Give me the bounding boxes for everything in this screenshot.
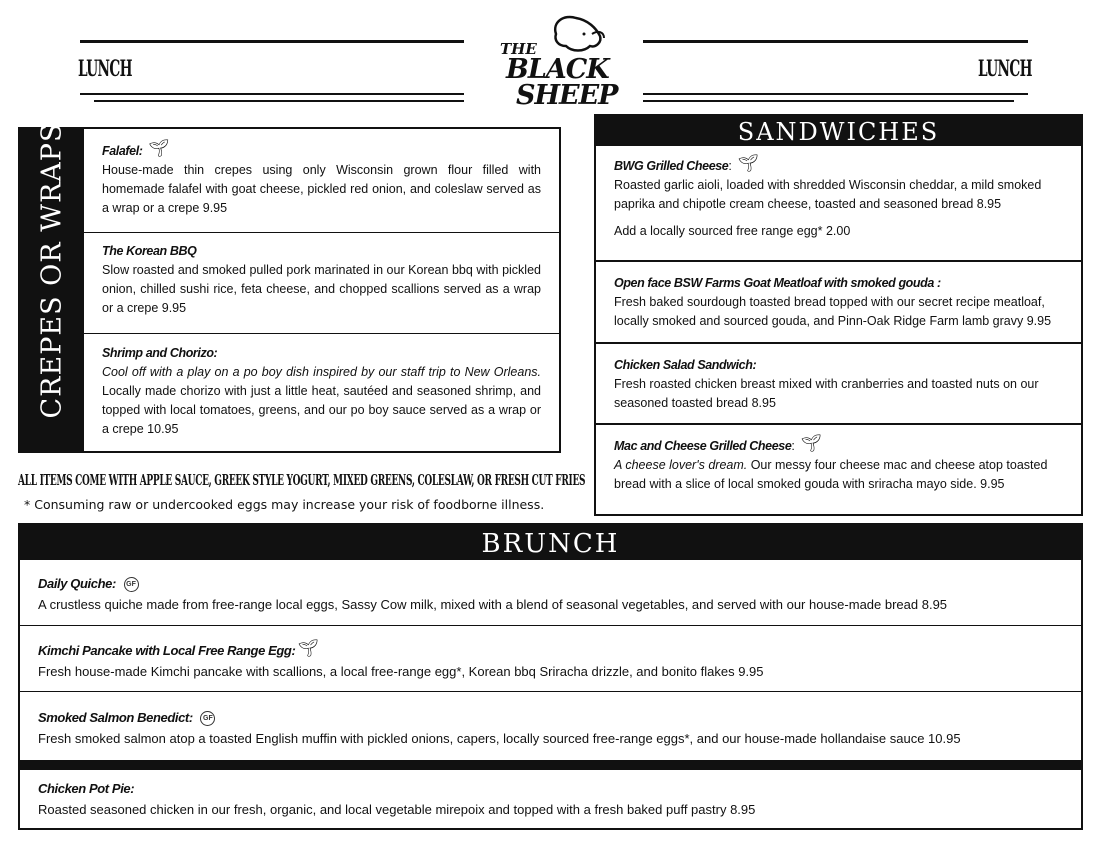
header-rule-left-mid (80, 93, 464, 95)
vegetarian-leaf-icon: 🌱︎ (800, 434, 822, 453)
crepe-item-name: Falafel: (102, 144, 143, 158)
sandwich-item-description: Roasted garlic aioli, loaded with shredded Wisconsin cheddar, a mild smoked paprika and chipotle cream cheese, toasted and seasoned bread 8.95 (614, 178, 1042, 211)
sandwich-item-bwg-grilled-cheese (614, 154, 1064, 241)
sides-note: ALL ITEMS COME WITH APPLE SAUCE, GREEK STYLE YOGURT, MIXED GREENS, COLESLAW, OR FRESH CUT FRIES (18, 471, 586, 489)
brunch-item-smoked-salmon-benedict (38, 707, 1058, 749)
brunch-item-daily-quiche (38, 573, 1058, 615)
sandwich-item-name: Chicken Salad Sandwich: (614, 358, 757, 372)
black-sheep-logo (492, 12, 618, 120)
sandwiches-title: SANDWICHES (596, 116, 1081, 146)
sandwich-item-name: Open face BSW Farms Goat Meatloaf with smoked gouda : (614, 276, 941, 290)
brunch-title: BRUNCH (20, 525, 1081, 560)
header-rule-right-mid (643, 93, 1028, 95)
logo-the: THE (500, 40, 537, 58)
sandwich-divider (596, 342, 1081, 344)
header-rule-right-top (643, 40, 1028, 43)
brunch-item-name: Smoked Salmon Benedict: (38, 710, 193, 725)
sandwich-item-italic-note: A cheese lover's dream. (614, 458, 748, 472)
brunch-item-chicken-pot-pie (38, 778, 1058, 820)
sandwich-divider (596, 423, 1081, 425)
vegetarian-leaf-icon: 🌱︎ (737, 154, 759, 173)
sandwich-item-suffix: : (791, 439, 795, 453)
sandwich-item-name: BWG Grilled Cheese (614, 159, 729, 173)
header-lunch-left: LUNCH (78, 56, 132, 82)
crepe-item-description (102, 363, 541, 439)
logo-sheep: SHEEP (516, 80, 618, 111)
brunch-item-description: Roasted seasoned chicken in our fresh, organic, and local vegetable mirepoix and topped with a fresh baked puff pastry 8.95 (38, 802, 756, 817)
brunch-divider (20, 625, 1081, 626)
sandwich-item-mac-and-cheese (614, 434, 1064, 494)
crepe-item-italic-note: Cool off with a play on a po boy dish inspired by our staff trip to New Orleans. (102, 365, 541, 379)
gluten-free-icon: GF (124, 577, 139, 592)
sandwich-item-description: Fresh baked sourdough toasted bread topped with our secret recipe meatloaf, locally smoked and sourced gouda, and Pinn-Oak Ridge Farm lamb gravy 9.95 (614, 295, 1052, 328)
vegetarian-leaf-icon: 🌱︎ (148, 139, 170, 158)
crepes-title: CREPES OR WRAPS (36, 122, 68, 419)
brunch-item-name: Chicken Pot Pie: (38, 781, 135, 796)
brunch-divider-thick (20, 760, 1081, 770)
crepe-item-name: The Korean BBQ (102, 244, 197, 258)
brunch-item-kimchi-pancake (38, 638, 1058, 682)
header-rule-right-bottom (643, 100, 1014, 102)
crepe-item-description-text: Locally made chorizo with just a little heat, sautéed and seasoned shrimp, and topped with local tomatoes, greens, and our po boy sauce served as a wrap or a crepe 10.95 (102, 384, 541, 436)
crepe-divider (84, 232, 559, 233)
crepe-item-description: House-made thin crepes using only Wisconsin grown flour filled with homemade falafel with goat cheese, pickled red onion, and coleslaw served as a wrap or a crepe 9.95 (102, 163, 541, 215)
sandwich-item-extra: Add a locally sourced free range egg* 2.00 (614, 224, 851, 238)
sandwiches-section (594, 114, 1083, 516)
crepe-item-name: Shrimp and Chorizo: (102, 346, 218, 360)
raw-egg-warning: * Consuming raw or undercooked eggs may increase your risk of foodborne illness. (24, 497, 545, 512)
vegetarian-leaf-icon: 🌱︎ (297, 639, 319, 658)
brunch-section (18, 523, 1083, 830)
crepe-item-description: Slow roasted and smoked pulled pork marinated in our Korean bbq with pickled onion, chilled sushi rice, feta cheese, and chopped scallions served as a wrap or a crepe 9.95 (102, 263, 541, 315)
header-rule-left-top (80, 40, 464, 43)
brunch-item-name: Daily Quiche: (38, 576, 116, 591)
brunch-item-description: Fresh smoked salmon atop a toasted English muffin with pickled onions, capers, locally sourced free-range eggs*, and our house-made hollandaise sauce 10.95 (38, 731, 961, 746)
header-rule-left-bottom (94, 100, 464, 102)
sandwich-item-description-text: Our messy four cheese mac and cheese atop toasted bread with a slice of local smoked gouda with sriracha mayo side. 9.95 (614, 458, 1048, 491)
sandwich-divider (596, 260, 1081, 262)
brunch-item-description: A crustless quiche made from free-range local eggs, Sassy Cow milk, mixed with a blend of seasonal vegetables, and served with our house-made bread 8.95 (38, 597, 948, 612)
gluten-free-icon: GF (200, 711, 215, 726)
brunch-divider (20, 691, 1081, 692)
crepe-item-falafel (84, 139, 559, 218)
sandwich-item-description: Fresh roasted chicken breast mixed with cranberries and toasted nuts on our seasoned toasted bread 8.95 (614, 377, 1039, 410)
crepes-section (18, 122, 561, 453)
crepes-side-banner (20, 122, 84, 451)
header-lunch-right: LUNCH (978, 56, 1032, 82)
brunch-item-description: Fresh house-made Kimchi pancake with scallions, a local free-range egg*, Korean bbq Sriracha drizzle, and bonito flakes 9.95 (38, 664, 764, 679)
crepe-divider (84, 333, 559, 334)
sandwich-item-suffix: : (728, 159, 732, 173)
sandwich-item-goat-meatloaf (614, 274, 1064, 331)
sandwich-item-chicken-salad (614, 356, 1064, 413)
crepe-item-shrimp-chorizo (84, 344, 559, 439)
sandwich-item-description (614, 456, 1064, 494)
sandwich-item-name: Mac and Cheese Grilled Cheese (614, 439, 792, 453)
brunch-item-name: Kimchi Pancake with Local Free Range Egg: (38, 643, 296, 658)
crepe-item-korean-bbq (84, 242, 559, 318)
logo-black: BLACK (506, 54, 609, 85)
